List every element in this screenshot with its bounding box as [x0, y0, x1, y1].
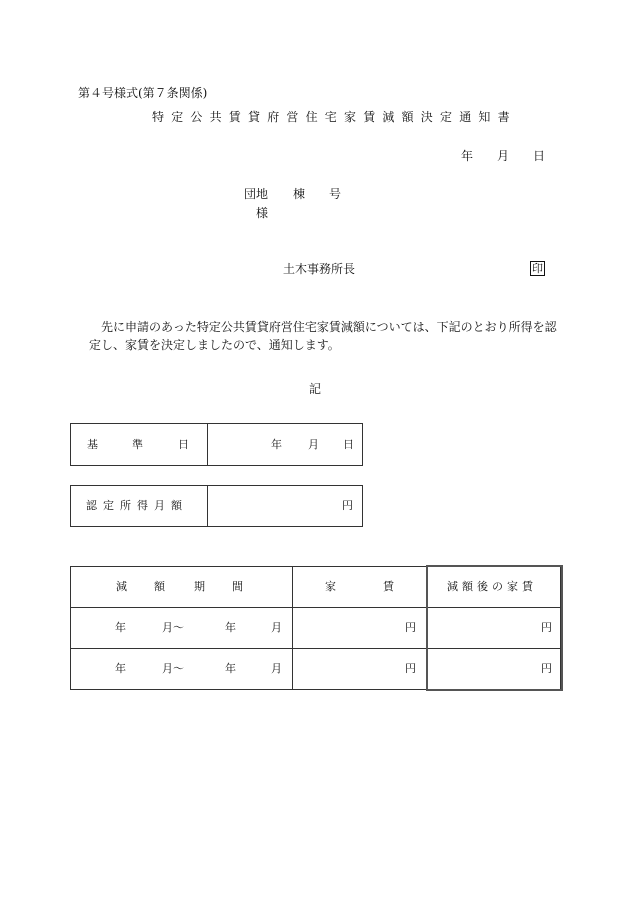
- row2-rent-unit: 円: [405, 662, 416, 675]
- row1-month1: 月〜: [162, 621, 184, 634]
- body-line-1: 先に申請のあった特定公共賃貸府営住宅家賃減額については、下記のとおり所得を認: [101, 320, 557, 334]
- row2-year1: 年: [115, 662, 126, 675]
- ki-heading: 記: [309, 382, 322, 396]
- addressee-tou: 棟: [293, 187, 306, 201]
- income-divider: [207, 485, 208, 527]
- base-date-box: [70, 423, 363, 466]
- date-day: 日: [533, 149, 546, 163]
- addressee-sama: 様: [256, 206, 269, 220]
- row1-rent-unit: 円: [405, 621, 416, 634]
- income-label: 認定所得月額: [86, 499, 188, 512]
- row2-month2: 月: [271, 662, 282, 675]
- addressee-danchi: 団地: [244, 187, 269, 201]
- row1-after-unit: 円: [541, 621, 552, 634]
- body-line-2: 定し、家賃を決定しましたので、通知します。: [89, 338, 340, 352]
- document-title: 特定公共賃貸府営住宅家賃減額決定通知書: [152, 110, 517, 124]
- row1-year2: 年: [225, 621, 236, 634]
- row2-after-unit: 円: [541, 662, 552, 675]
- seal-mark: 印: [532, 262, 543, 275]
- header-after-rent: 減額後の家賃: [447, 580, 537, 593]
- income-unit: 円: [342, 499, 353, 512]
- table-col-divider-1: [292, 566, 293, 690]
- form-number: 第４号様式(第７条関係): [78, 86, 208, 100]
- row2-year2: 年: [225, 662, 236, 675]
- date-year: 年: [461, 149, 474, 163]
- row1-year1: 年: [115, 621, 126, 634]
- base-date-year: 年: [271, 438, 282, 451]
- base-date-day: 日: [343, 438, 354, 451]
- addressee-gou: 号: [329, 187, 342, 201]
- row2-month1: 月〜: [162, 662, 184, 675]
- row1-month2: 月: [271, 621, 282, 634]
- base-date-month: 月: [308, 438, 319, 451]
- sender-name: 土木事務所長: [283, 262, 356, 276]
- date-month: 月: [497, 149, 510, 163]
- base-date-divider: [207, 423, 208, 466]
